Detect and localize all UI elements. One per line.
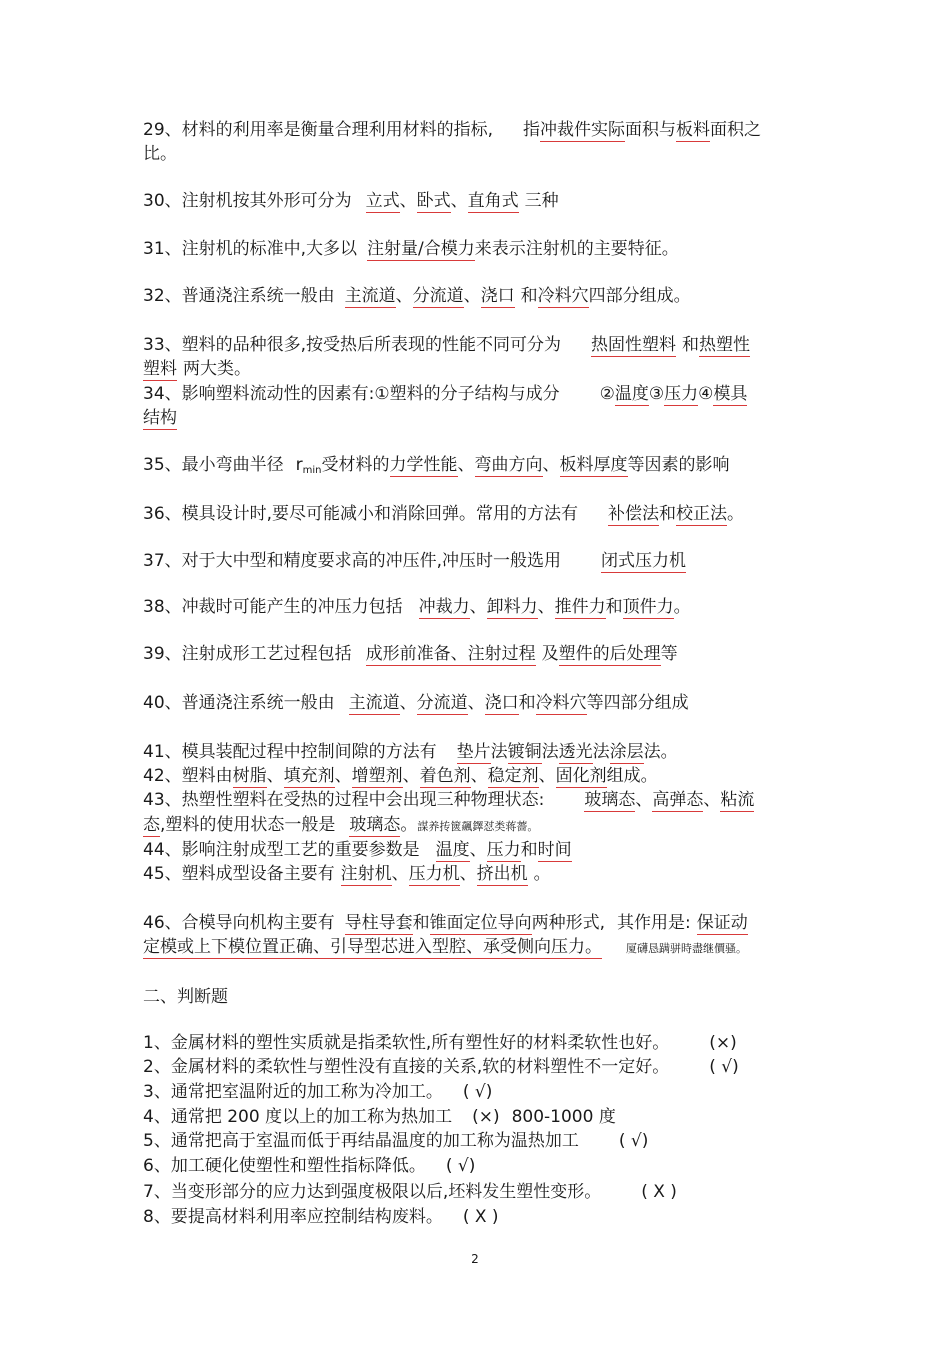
answer: 注射量/合模力 <box>367 239 475 259</box>
judge-item-5: 5、通常把高于室温而低于再结晶温度的加工称为温热加工 ( √) <box>143 1131 649 1151</box>
answer: 镀铜 <box>507 742 542 762</box>
answer: 热塑性 <box>699 335 751 355</box>
answer: 压力机 <box>408 864 460 884</box>
answer: 卧式 <box>416 191 451 211</box>
answer: 浇口 <box>480 286 515 306</box>
question-46-cont <box>143 935 813 961</box>
answer: 板料厚度 <box>559 455 628 475</box>
garbled-text: 謀养抟篋飆鐸怼类蒋薔。 <box>417 820 539 833</box>
answer: 力学性能 <box>389 455 458 475</box>
answer: 态 <box>143 815 160 835</box>
question-43: 43、热塑性塑料在受热的过程中会出现三种物理状态: 玻璃态、高弹态、粘流 <box>143 790 755 810</box>
answer: 温度 <box>614 384 649 404</box>
answer: 分流道 <box>412 286 464 306</box>
page-number: 2 <box>471 1252 479 1266</box>
answer: 垫片 <box>456 742 491 762</box>
answer: 弯曲方向 <box>474 455 543 475</box>
answer: 成形前准备、注射过程 <box>365 644 536 664</box>
answer: 塑件的后处理 <box>558 644 661 664</box>
question-29-cont: 比。 <box>143 144 177 164</box>
answer: 冷料穴 <box>537 286 589 306</box>
answer: 板料 <box>676 120 711 140</box>
answer: 树脂 <box>232 766 267 786</box>
answer: 注射机 <box>340 864 392 884</box>
answer: 玻璃态 <box>584 790 636 810</box>
answer: 热固性塑料 <box>591 335 677 355</box>
answer: 锥面定位导向 <box>429 913 532 933</box>
judge-item-4: 4、通常把 200 度以上的加工称为热加工 (×) 800-1000 度 <box>143 1107 616 1127</box>
question-32: 32、普通浇注系统一般由 主流道、分流道、浇口 和冷料穴四部分组成。 <box>143 286 691 306</box>
judge-item-1: 1、金属材料的塑性实质就是指柔软性,所有塑性好的材料柔软性也好。 (×) <box>143 1033 737 1053</box>
answer: 压力 <box>664 384 699 404</box>
answer: 分流道 <box>416 693 468 713</box>
question-45: 45、塑料成型设备主要有 注射机、压力机、挤出机 。 <box>143 864 551 884</box>
answer: 着色剂 <box>419 766 471 786</box>
answer: 塑料 <box>143 359 177 379</box>
question-34-cont <box>143 406 813 430</box>
question-31: 31、注射机的标准中,大多以 注射量/合模力来表示注射机的主要特征。 <box>143 239 679 259</box>
answer: 冲裁力 <box>418 597 470 617</box>
answer: 浇口 <box>484 693 519 713</box>
answer: 时间 <box>537 840 572 860</box>
answer: 保证动 <box>696 913 748 933</box>
judge-item-2: 2、金属材料的柔软性与塑性没有直接的关系,软的材料塑性不一定好。 ( √) <box>143 1057 739 1077</box>
answer: 涂层 <box>609 742 644 762</box>
answer: 卸料力 <box>486 597 538 617</box>
answer: 立式 <box>365 191 400 211</box>
answer: 透光 <box>558 742 593 762</box>
question-38: 38、冲裁时可能产生的冲压力包括 冲裁力、卸料力、推件力和顶件力。 <box>143 597 691 617</box>
answer: 导柱导套 <box>344 913 413 933</box>
answer: 冲裁件实际 <box>540 120 626 140</box>
question-41: 41、模具装配过程中控制间隙的方法有 垫片法镀铜法透光法涂层法。 <box>143 742 678 762</box>
judge-item-8: 8、要提高材料利用率应控制结构废料。 ( X ) <box>143 1207 499 1227</box>
answer: 顶件力 <box>622 597 674 617</box>
answer: 稳定剂 <box>487 766 539 786</box>
answer: 高弹态 <box>652 790 704 810</box>
answer: 温度 <box>435 840 470 860</box>
judge-item-7: 7、当变形部分的应力达到强度极限以后,坯料发生塑性变形。 ( X ) <box>143 1182 677 1202</box>
answer: 玻璃态 <box>349 815 401 835</box>
answer: 粘流 <box>720 790 755 810</box>
answer: 推件力 <box>554 597 606 617</box>
answer: 补偿法 <box>608 504 660 524</box>
answer: 填充剂 <box>283 766 335 786</box>
question-42: 42、塑料由树脂、填充剂、增塑剂、着色剂、稳定剂、固化剂组成。 <box>143 766 658 786</box>
question-35: 35、最小弯曲半径 $r_{min}$受材料的力学性能、弯曲方向、板料厚度等因素的影响 <box>143 455 730 476</box>
garbled-text: 厦礴恳蹒骈時盡继價骚。 <box>626 942 747 955</box>
section-title-judgement: 二、判断题 <box>143 987 228 1007</box>
judge-item-6: 6、加工硬化使塑性和塑性指标降低。 ( √) <box>143 1156 476 1176</box>
answer: 直角式 <box>467 191 519 211</box>
answer: 冷料穴 <box>535 693 587 713</box>
question-29: 29、材料的利用率是衡量合理利用材料的指标, 指冲裁件实际面积与板料面积之 <box>143 120 762 140</box>
answer: 校正法 <box>676 504 728 524</box>
answer: 增塑剂 <box>351 766 403 786</box>
question-40: 40、普通浇注系统一般由 主流道、分流道、浇口和冷料穴等四部分组成 <box>143 693 689 713</box>
question-46: 46、合模导向机构主要有 导柱导套和锥面定位导向两种形式, 其作用是: 保证动 <box>143 913 748 933</box>
question-43-cont: 态,塑料的使用状态一般是 玻璃态。謀养抟篋飆鐸怼类蒋薔。 <box>143 815 539 835</box>
question-30: 30、注射机按其外形可分为 立式、卧式、直角式 三种 <box>143 191 559 211</box>
answer: 模具 <box>713 384 748 404</box>
question-44: 44、影响注射成型工艺的重要参数是 温度、压力和时间 <box>143 840 572 860</box>
question-37: 37、对于大中型和精度要求高的冲压件,冲压时一般选用 闭式压力机 <box>143 551 687 571</box>
answer: 结构 <box>143 408 177 428</box>
question-39: 39、注射成形工艺过程包括 成形前准备、注射过程 及塑件的后处理等 <box>143 644 678 664</box>
answer: 闭式压力机 <box>601 551 687 571</box>
question-33: 33、塑料的品种很多,按受热后所表现的性能不同可分为 热固性塑料 和热塑性 <box>143 335 751 355</box>
answer: 压力 <box>486 840 521 860</box>
question-36: 36、模具设计时,要尽可能减小和消除回弹。常用的方法有 补偿法和校正法。 <box>143 504 745 524</box>
answer: 定模或上下模位置正确、引导型芯进入型腔、承受侧向压力。 <box>143 937 602 957</box>
question-34: 34、影响塑料流动性的因素有:①塑料的分子结构与成分 ②温度③压力④模具 <box>143 384 748 404</box>
question-33-cont: 塑料 两大类。 <box>143 359 251 379</box>
answer: 主流道 <box>348 693 400 713</box>
answer: 主流道 <box>344 286 396 306</box>
answer: 挤出机 <box>476 864 528 884</box>
answer: 固化剂 <box>555 766 607 786</box>
judge-item-3: 3、通常把室温附近的加工称为冷加工。 ( √) <box>143 1082 493 1102</box>
